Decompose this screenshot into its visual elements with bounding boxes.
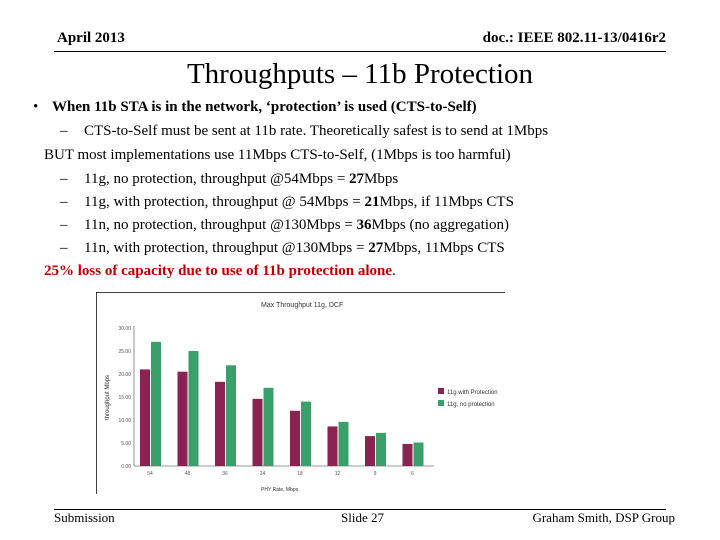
- bar-with-protection: [290, 411, 300, 466]
- footer-slide-number: Slide 27: [341, 510, 384, 525]
- x-tick-label: 54: [147, 471, 153, 477]
- footer-submission: Submission: [54, 510, 115, 525]
- throughput-item-text: 11g, with protection, throughput @ 54Mbps = 21Mbps, if 11Mbps CTS: [84, 194, 514, 210]
- bullet-marker: •: [33, 99, 39, 115]
- throughput-item-text: 11g, no protection, throughput @54Mbps = 27Mbps: [84, 171, 399, 187]
- conclusion-red-text: 25% loss of capacity due to use of 11b protection alone: [44, 263, 393, 279]
- bar-with-protection: [178, 372, 188, 466]
- throughput-chart: [96, 292, 505, 494]
- y-tick-label: 15.00: [118, 395, 131, 401]
- bar-no-protection: [189, 351, 199, 466]
- legend-swatch: [438, 400, 444, 406]
- bar-no-protection: [301, 402, 311, 466]
- chart-svg: [96, 292, 505, 494]
- conclusion-period: .: [392, 263, 396, 279]
- legend-label: 11g with Protection: [447, 390, 498, 396]
- dash-marker: –: [60, 217, 68, 233]
- y-tick-label: 10.00: [118, 418, 131, 424]
- y-tick-label: 20.00: [118, 372, 131, 378]
- x-tick-label: 36: [222, 471, 228, 477]
- sub-bullet-text: CTS-to-Self must be sent at 11b rate. Theoretically safest is to send at 1Mbps: [84, 123, 549, 139]
- x-tick-label: 12: [334, 471, 341, 477]
- footer-author: Graham Smith, DSP Group: [532, 510, 675, 525]
- plain-line: BUT most implementations use 11Mbps CTS-to-Self, (1Mbps is too harmful): [44, 147, 511, 163]
- y-tick-label: 30.00: [118, 326, 131, 332]
- bullet-text: When 11b STA is in the network, ‘protection’ is used (CTS-to-Self): [52, 99, 477, 115]
- x-tick-label: 6: [411, 471, 414, 477]
- legend-label: 11g, no protection: [447, 402, 495, 408]
- bar-no-protection: [339, 422, 349, 466]
- x-tick-label: 24: [259, 471, 266, 477]
- x-axis-label: PHY Rate, Mbps: [261, 487, 299, 493]
- dash-marker: –: [60, 123, 68, 139]
- bar-no-protection: [226, 365, 236, 466]
- x-tick-label: 18: [297, 471, 303, 477]
- dash-marker: –: [60, 240, 68, 256]
- bar-with-protection: [403, 444, 413, 466]
- conclusion-line: [44, 260, 396, 282]
- bar-with-protection: [140, 369, 150, 466]
- bar-with-protection: [328, 426, 338, 466]
- x-tick-label: 48: [184, 471, 191, 477]
- header-doc-id: doc.: IEEE 802.11-13/0416r2: [482, 30, 666, 46]
- header-divider: [54, 51, 666, 52]
- dash-marker: –: [60, 194, 68, 210]
- bar-no-protection: [151, 342, 161, 466]
- x-tick-label: 9: [373, 471, 377, 477]
- slide-title: Throughputs – 11b Protection: [186, 58, 534, 90]
- y-tick-label: 25.00: [118, 349, 131, 355]
- y-tick-label: 5.00: [121, 441, 131, 447]
- y-tick-label: 0.00: [121, 464, 131, 470]
- y-axis-label: throughput Mbps: [105, 374, 111, 420]
- throughput-item-text: 11n, with protection, throughput @130Mbps = 27Mbps, 11Mbps CTS: [84, 240, 505, 256]
- throughput-item-text: 11n, no protection, throughput @130Mbps = 36Mbps (no aggregation): [84, 217, 510, 233]
- bar-with-protection: [253, 399, 263, 466]
- bar-no-protection: [376, 433, 386, 466]
- dash-marker: –: [60, 171, 68, 187]
- chart-title: Max Throughput 11g, DCF: [261, 302, 344, 309]
- bar-with-protection: [365, 436, 375, 466]
- legend-swatch: [438, 388, 444, 394]
- bar-with-protection: [215, 382, 225, 466]
- header-date: April 2013: [57, 30, 125, 46]
- bar-no-protection: [414, 443, 424, 466]
- bar-no-protection: [264, 388, 274, 466]
